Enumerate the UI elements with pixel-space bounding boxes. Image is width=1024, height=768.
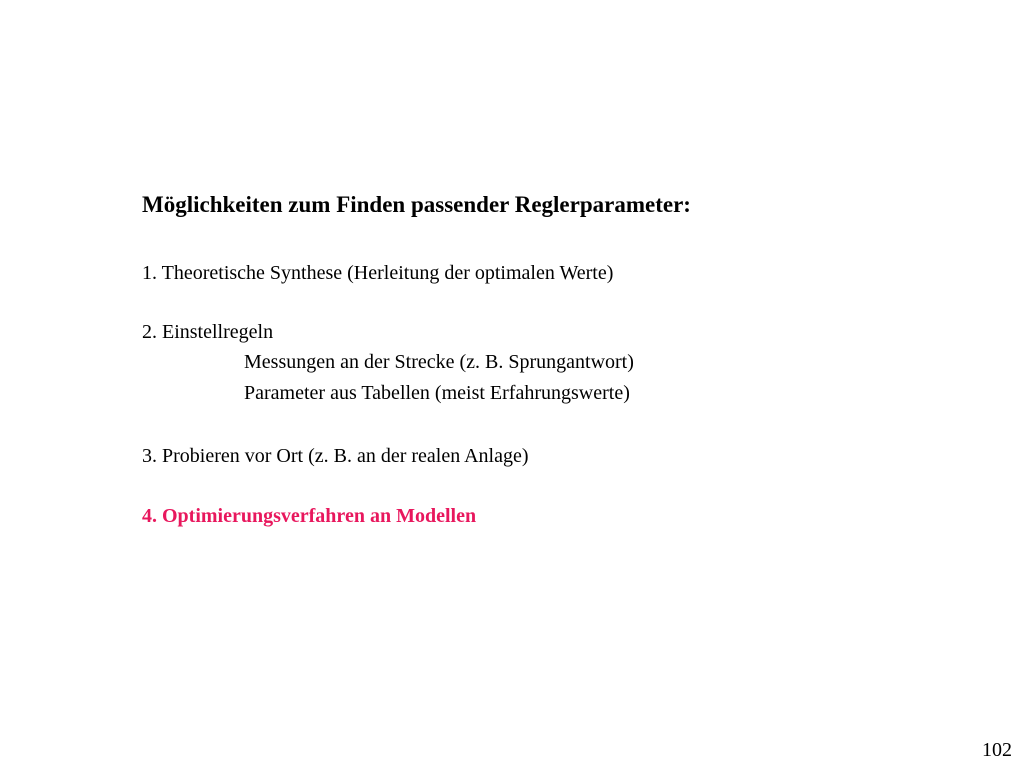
list-item-tuning-rules: 2. Einstellregeln	[142, 321, 274, 343]
list-item-theoretical-synthesis: 1. Theoretische Synthese (Herleitung der optimalen Werte)	[142, 262, 614, 284]
sub-item-plant-measurements: Messungen an der Strecke (z. B. Sprungantwort)	[244, 351, 634, 373]
page-number: 102	[982, 739, 1012, 761]
sub-item-table-parameters: Parameter aus Tabellen (meist Erfahrungswerte)	[244, 382, 630, 404]
list-item-on-site-trial: 3. Probieren vor Ort (z. B. an der realen Anlage)	[142, 445, 529, 467]
slide-title: Möglichkeiten zum Finden passender Reglerparameter:	[142, 192, 691, 217]
list-item-model-optimization: 4. Optimierungsverfahren an Modellen	[142, 505, 477, 527]
